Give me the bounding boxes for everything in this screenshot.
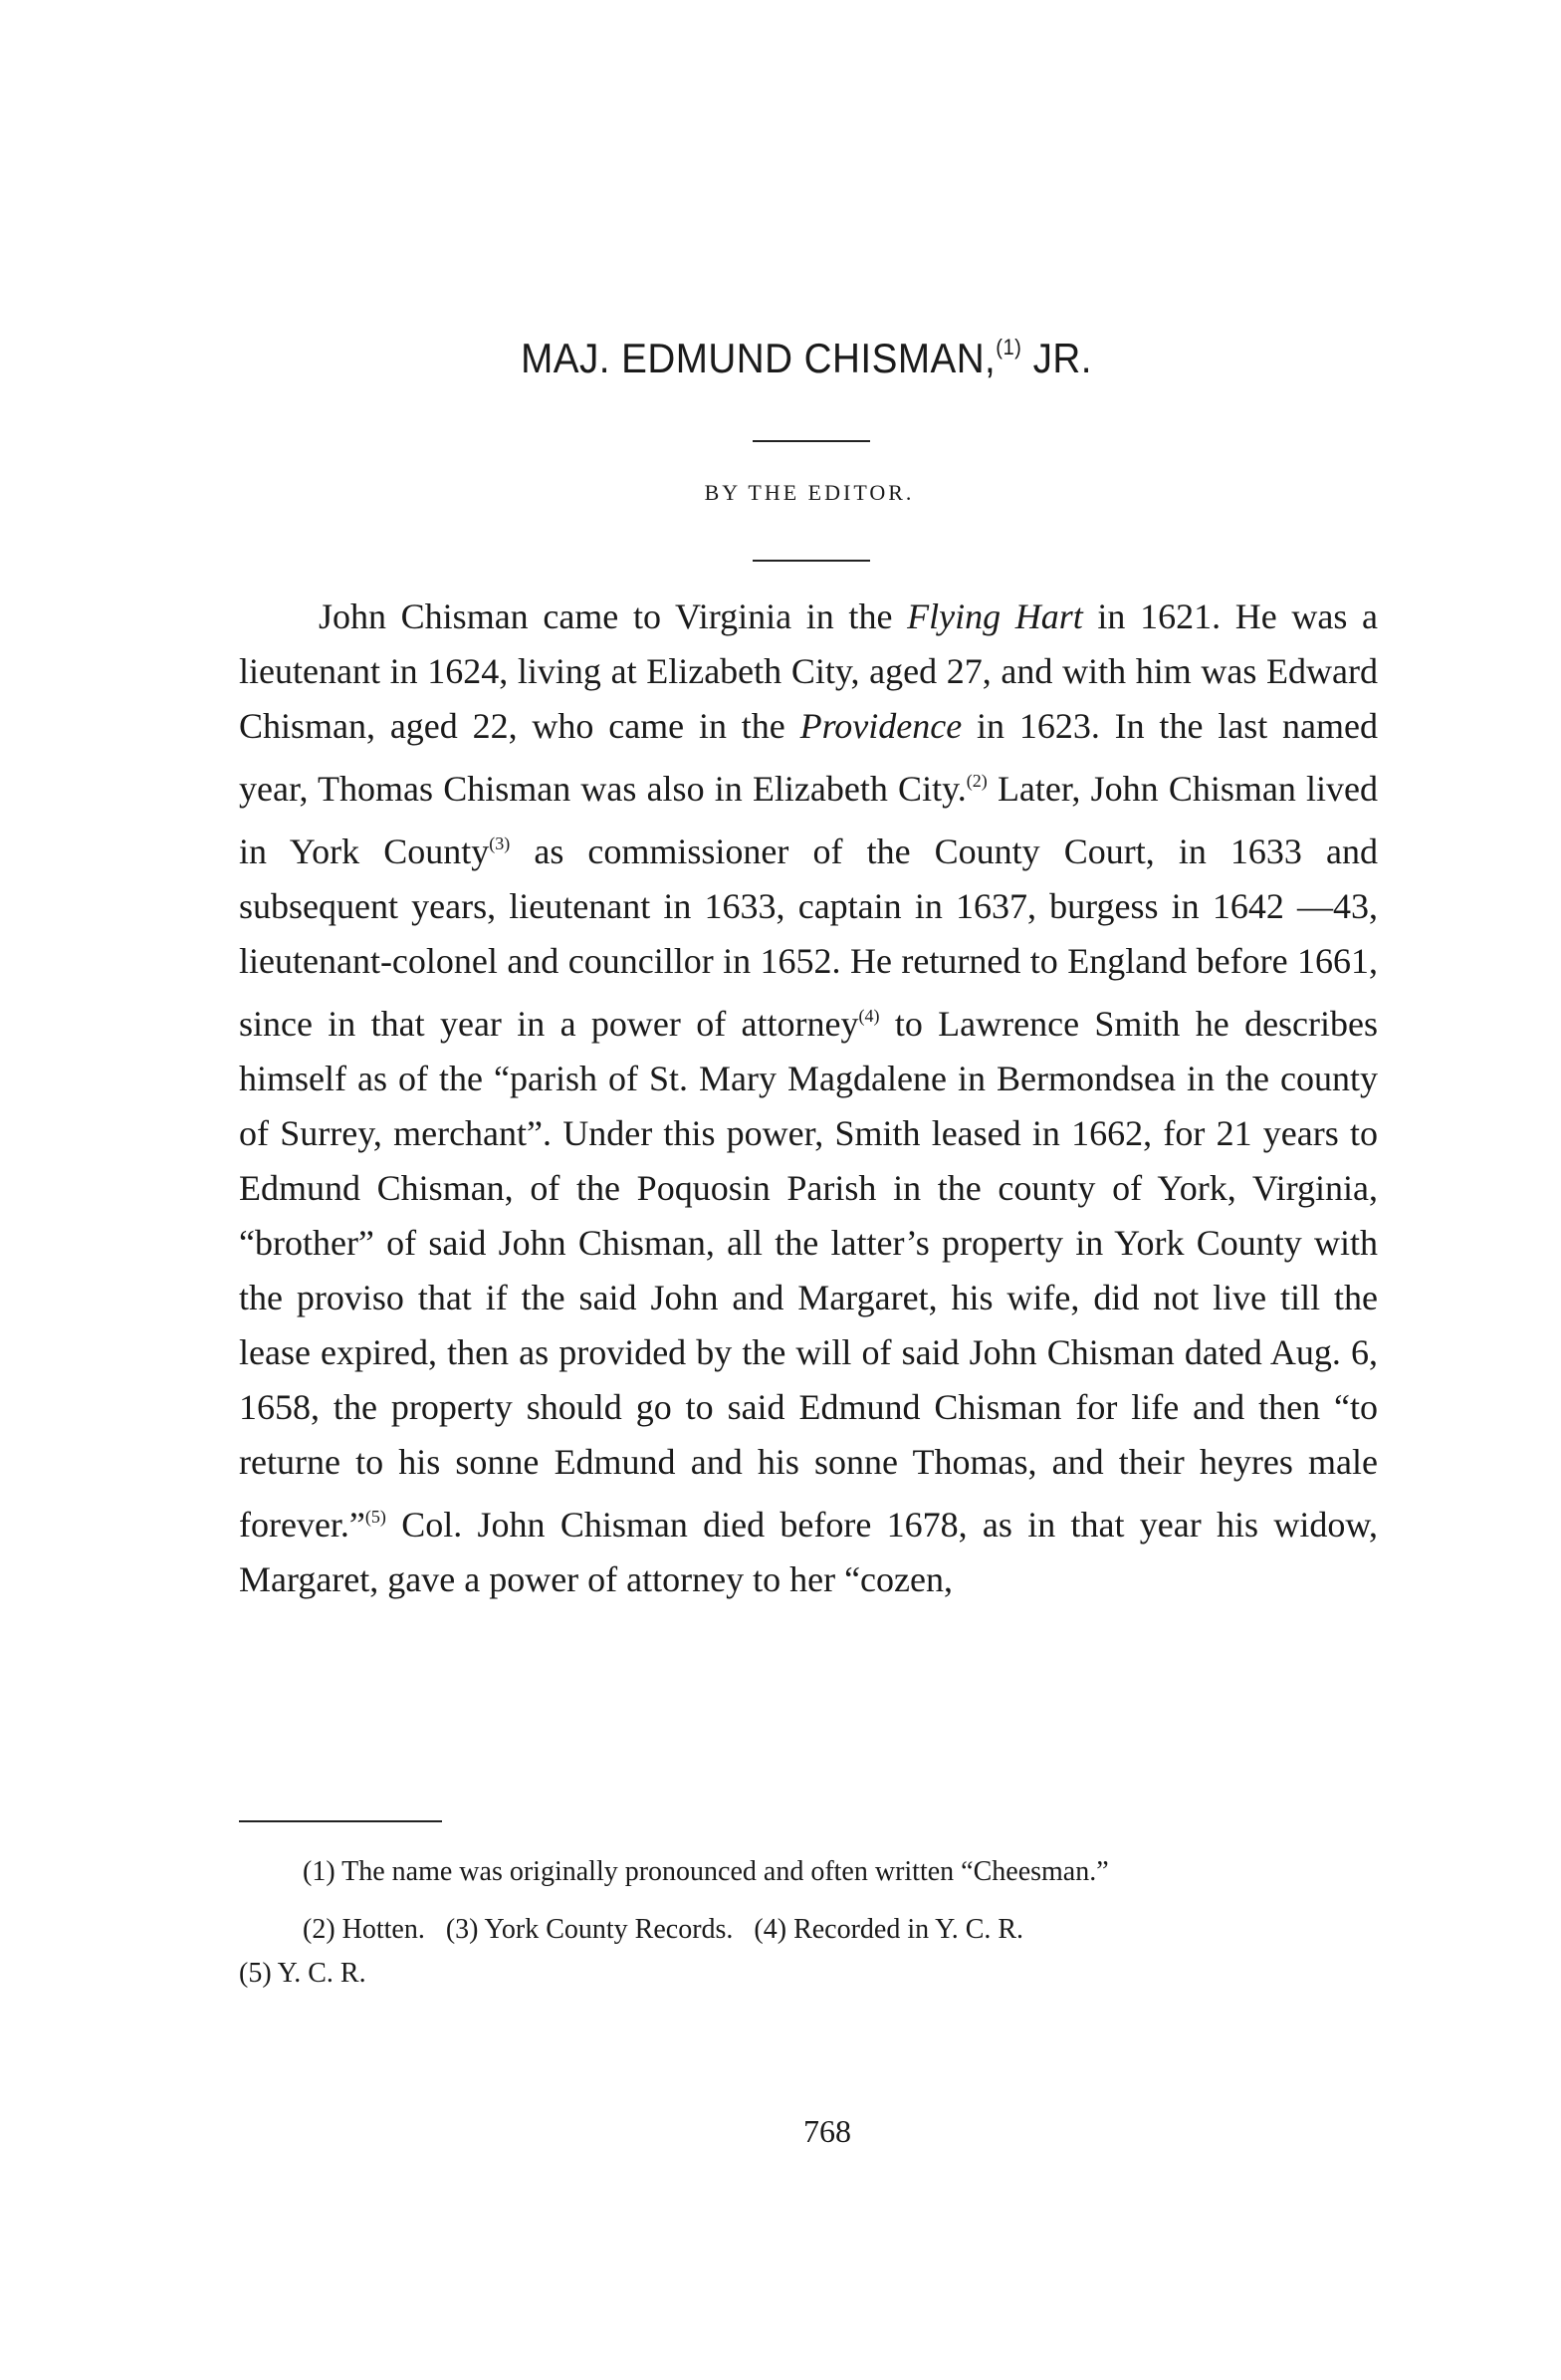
footnote-marker: (5) [364, 1507, 386, 1527]
ship-name: Flying Hart [907, 596, 1083, 636]
page-number: 768 [803, 2113, 851, 2149]
footnote-4: (4) Recorded in Y. C. R. [754, 1914, 1024, 1945]
title-suffix: JR. [1021, 335, 1092, 381]
page-title [65, 335, 1548, 382]
byline-divider [753, 560, 870, 562]
footnote-row [239, 1908, 1378, 1952]
ship-name: Providence [799, 706, 963, 746]
footnote-marker: (3) [489, 833, 511, 853]
footnote-2: (2) Hotten. [303, 1914, 425, 1945]
footnote-divider [239, 1820, 442, 1822]
text-run: to Lawrence Smith he describes himself as of the “parish of St. Mary Magdalene in Bermondsea in the county of Surrey, merchant”. Under this power, Smith leased in 1662, for 21 years to Edmund Chisman, of the Poquosin Parish in the county of York, Virginia, “brother” of said John Chisman, all the latter’s property in York County with the proviso that if the said John and Margaret, his wife, did not live till the lease expired, then as provided by the will of said John Chisman dated Aug. 6, 1658, the property should go to said Edmund Chisman for life and then “to returne to his sonne Edmund and his sonne Thomas, and their heyres male forever.” [239, 1004, 1379, 1545]
text-run: in 1623. In the last named year, Thomas Chisman was also in Elizabeth City. [239, 706, 1378, 809]
text-run: as commissioner of the County Court, in 1633 and subsequent years, lieutenant in 1633, captain in 1637, burgess in 1642 —43, lieutenant-colonel and councillor in 1652. He returned to England before 1661, since in that year in a power of attorney [239, 832, 1378, 1044]
text-run: John Chisman came to Virginia in the [319, 596, 908, 636]
text-run: in 1621. He was a lieutenant in 1624, living at Elizabeth City, aged 27, and with him was Edward Chisman, aged 22, who came in the [239, 596, 1379, 746]
byline: BY THE EDITOR. [704, 480, 915, 505]
footnote-3: (3) York County Records. [445, 1914, 734, 1945]
title-divider [753, 440, 870, 442]
footnote-marker: (4) [858, 1006, 880, 1026]
footnote-1: (1) The name was originally pronounced and often written “Cheesman.” [303, 1856, 1109, 1887]
paragraph [239, 590, 1378, 1607]
title-main: MAJ. EDMUND CHISMAN, [521, 335, 997, 381]
footnote-5: (5) Y. C. R. [239, 1958, 366, 1989]
body-text [239, 590, 1378, 1607]
footnotes [239, 1850, 1378, 1996]
title-footnote-marker: (1) [996, 335, 1022, 359]
footnote-marker: (2) [966, 771, 988, 791]
text-run: Later, John Chisman lived in York County [239, 769, 1378, 871]
text-run: Col. John Chisman died before 1678, as in that year his widow, Margaret, gave a power of attorney to her “cozen, [239, 1505, 1378, 1599]
